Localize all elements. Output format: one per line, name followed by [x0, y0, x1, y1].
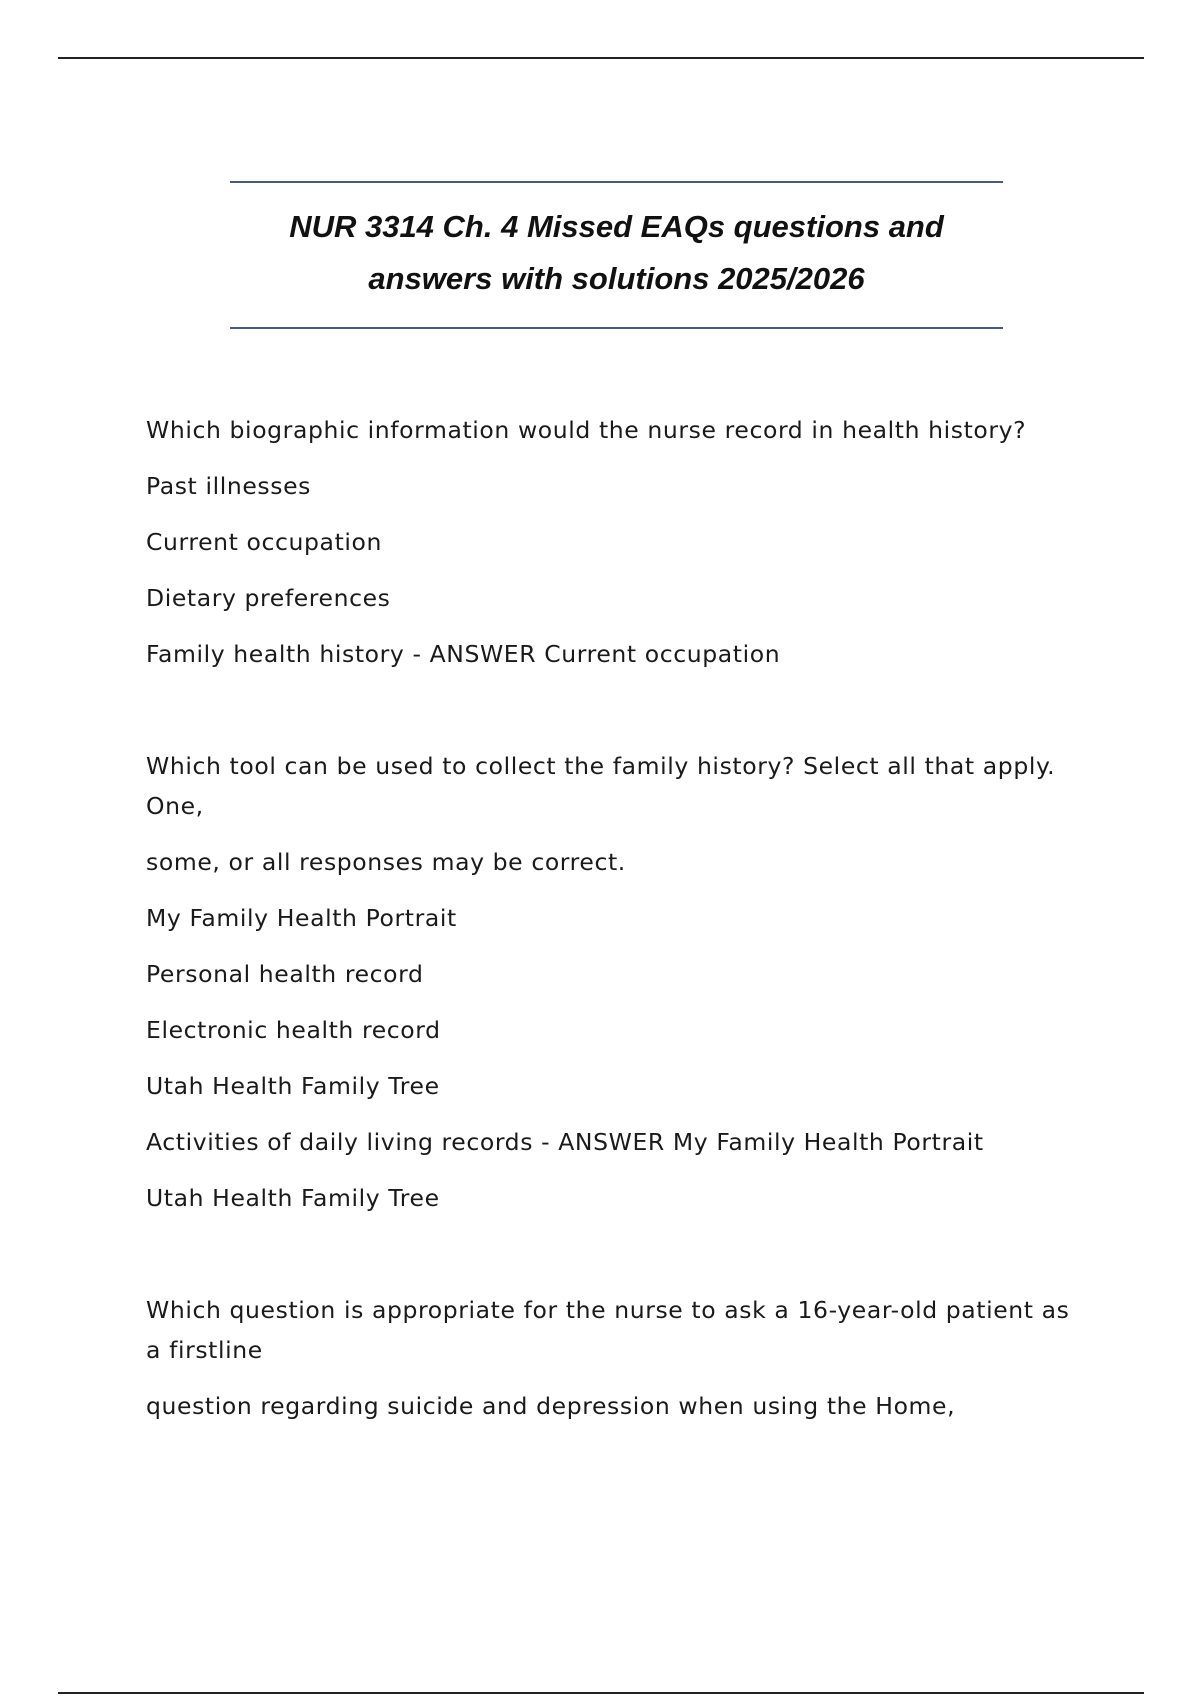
question-block-1 — [146, 410, 1086, 674]
answer-option: Current occupation — [146, 528, 382, 556]
title-bottom-rule — [230, 327, 1003, 329]
answer-option: Utah Health Family Tree — [146, 1072, 440, 1100]
answer-option: Personal health record — [146, 960, 424, 988]
answer-option: Past illnesses — [146, 472, 311, 500]
document-title-line-2: answers with solutions 2025/2026 — [368, 261, 865, 296]
question-block-3 — [146, 1290, 1086, 1426]
question-text-continued: question regarding suicide and depression when using the Home, — [146, 1392, 956, 1420]
question-text: Which biographic information would the nurse record in health history? — [146, 416, 1027, 444]
title-block — [230, 181, 1003, 329]
document-body — [146, 410, 1086, 1442]
answer-option-with-key: Family health history - ANSWER Current occupation — [146, 640, 781, 668]
answer-option-with-key: Activities of daily living records - ANSWER My Family Health Portrait — [146, 1128, 984, 1156]
question-block-2 — [146, 746, 1086, 1218]
answer-option: Dietary preferences — [146, 584, 391, 612]
page-bottom-rule — [58, 1692, 1144, 1694]
answer-option: Electronic health record — [146, 1016, 441, 1044]
section-spacer — [146, 690, 1086, 746]
answer-option: My Family Health Portrait — [146, 904, 457, 932]
answer-key-continued: Utah Health Family Tree — [146, 1184, 440, 1212]
section-spacer — [146, 1234, 1086, 1290]
page-top-rule — [58, 57, 1144, 59]
question-text: Which tool can be used to collect the family history? Select all that apply. One, — [146, 752, 1056, 820]
document-title-line-1: NUR 3314 Ch. 4 Missed EAQs questions and — [289, 209, 944, 244]
question-text-continued: some, or all responses may be correct. — [146, 848, 626, 876]
document-title — [230, 183, 1003, 327]
question-text: Which question is appropriate for the nurse to ask a 16-year-old patient as a firstline — [146, 1296, 1070, 1364]
